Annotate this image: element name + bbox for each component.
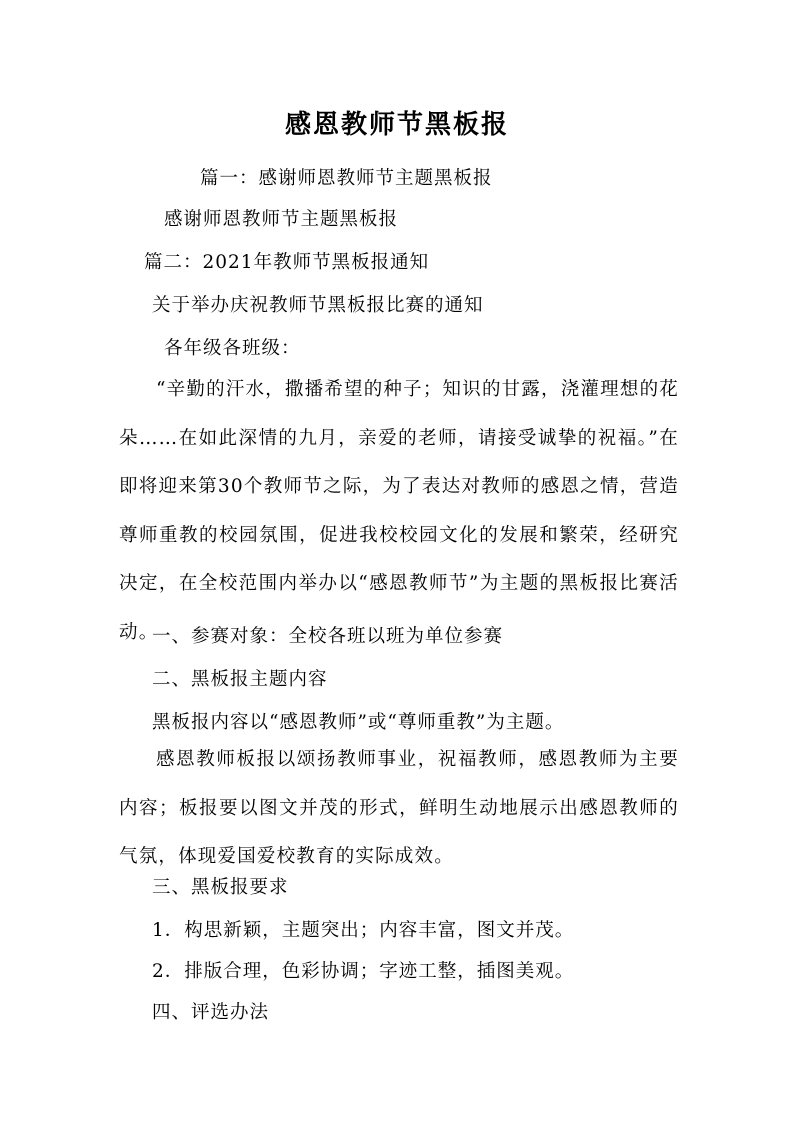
heading-part2: 篇二：2021年教师节黑板报通知	[144, 252, 430, 273]
heading-part1: 篇一：感谢师恩教师节主题黑板报	[200, 168, 493, 189]
section-2-paragraph: 感恩教师板报以颂扬教师事业，祝福教师，感恩教师为主要内容；板报要以图文并茂的形式，鲜明生动地展示出感恩教师的气氛，体现爱国爱校教育的实际成效。	[119, 749, 679, 867]
section-1-heading: 一、参赛对象：全校各班以班为单位参赛	[152, 626, 504, 647]
requirement-1: 1．构思新颖，主题突出；内容丰富，图文并茂。	[152, 920, 575, 941]
section-4-heading: 四、评选办法	[152, 1002, 270, 1023]
subheading-part1: 感谢师恩教师节主题黑板报	[164, 209, 399, 230]
section-2-theme-line: 黑板报内容以“感恩教师”或“尊师重教”为主题。	[152, 712, 565, 733]
salutation: 各年级各班级：	[164, 338, 301, 359]
intro-paragraph: “辛勤的汗水，撒播希望的种子；知识的甘露，浇灌理想的花朵……在如此深情的九月，亲爱的老师，请接受诚挚的祝福。”在即将迎来第30个教师节之际，为了表达对教师的感恩之情，营造尊师重教的校园氛围，促进我校校园文化的发展和繁荣，经研究决定，在全校范围内举办以“感恩教师节”为主题的黑板报比赛活动。	[119, 379, 679, 643]
section-3-heading: 三、黑板报要求	[152, 877, 289, 898]
requirement-2: 2．排版合理，色彩协调；字迹工整，插图美观。	[152, 961, 575, 982]
notice-title: 关于举办庆祝教师节黑板报比赛的通知	[152, 295, 484, 316]
section-2-heading: 二、黑板报主题内容	[152, 669, 328, 690]
document-title: 感恩教师节黑板报	[284, 110, 509, 140]
